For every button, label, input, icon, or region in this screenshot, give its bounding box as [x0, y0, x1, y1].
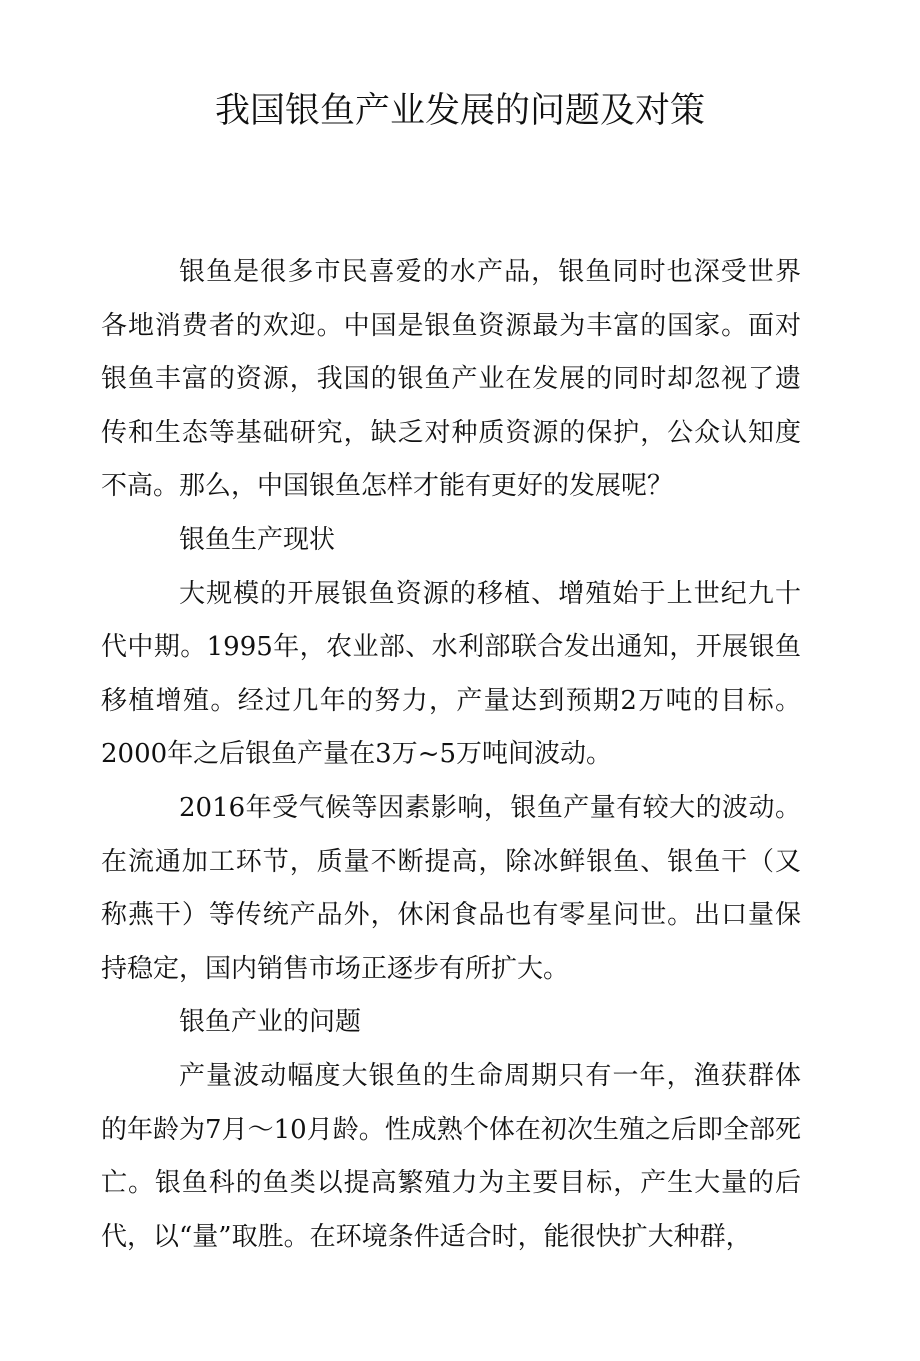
document-body — [101, 246, 801, 1264]
section-heading-production-status: 银鱼生产现状 — [179, 524, 336, 555]
paragraph-production-history: 大规模的开展银鱼资源的移植、增殖始于上世纪九十代中期。1995年，农业部、水利部联合发出通知，开展银鱼移植增殖。经过几年的努力，产量达到预期2万吨的目标。2000年之后银鱼产量在3万~5万吨间波动。 — [101, 578, 801, 770]
paragraph-production-2016: 2016年受气候等因素影响，银鱼产量有较大的波动。在流通加工环节，质量不断提高，除冰鲜银鱼、银鱼干（又称燕干）等传统产品外，休闲食品也有零星问世。出口量保持稳定，国内销售市场正逐步有所扩大。 — [101, 792, 801, 984]
section-heading-industry-problems: 银鱼产业的问题 — [179, 1007, 362, 1038]
paragraph-output-fluctuation: 产量波动幅度大银鱼的生命周期只有一年，渔获群体的年龄为7月～10月龄。性成熟个体在初次生殖之后即全部死亡。银鱼科的鱼类以提高繁殖力为主要目标，产生大量的后代，以“量”取胜。在环境条件适合时，能很快扩大种群， — [101, 1060, 801, 1252]
document-title: 我国银鱼产业发展的问题及对策 — [214, 91, 705, 131]
paragraph-intro: 银鱼是很多市民喜爱的水产品，银鱼同时也深受世界各地消费者的欢迎。中国是银鱼资源最为丰富的国家。面对银鱼丰富的资源，我国的银鱼产业在发展的同时却忽视了遗传和生态等基础研究，缺乏对种质资源的保护，公众认知度不高。那么，中国银鱼怎样才能有更好的发展呢？ — [101, 257, 801, 502]
